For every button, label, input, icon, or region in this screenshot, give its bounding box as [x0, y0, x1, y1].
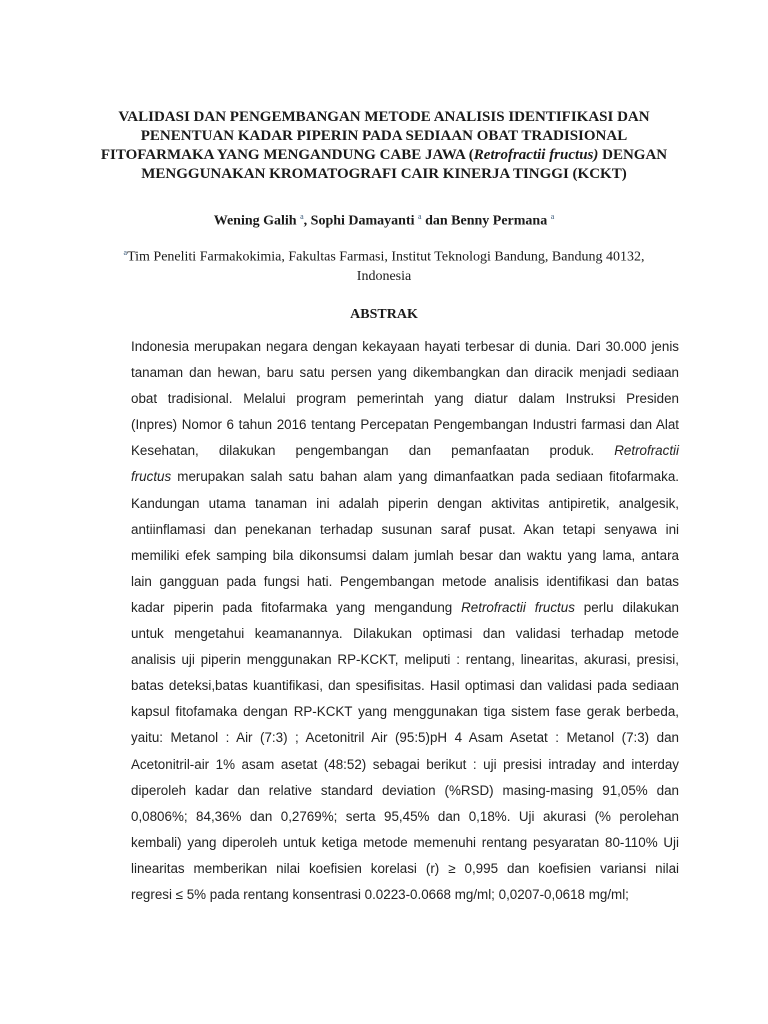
abstract-line: linearitas memberikan nilai koefisien korelasi (r) ≥ 0,995 dan koefisien variansi nilai	[131, 860, 679, 876]
abstract-line: analisis uji piperin menggunakan RP-KCKT, meliputi : rentang, linearitas, akurasi, presisi,	[131, 652, 679, 668]
affiliation-marker: a	[123, 248, 128, 257]
species-name: Retrofractii fructus	[461, 599, 575, 615]
author-name: Wening Galih	[213, 213, 301, 229]
abstract-line: regresi ≤ 5% pada rentang konsentrasi 0.0223-0.0668 mg/ml; 0,0207-0,0618 mg/ml;	[131, 886, 629, 902]
title-line: FITOFARMAKA YANG MENGANDUNG CABE JAWA (Retrofractii fructus) DENGAN	[100, 147, 668, 163]
abstract-line: (Inpres) Nomor 6 tahun 2016 tentang Percepatan Pengembangan Industri farmasi dan Alat	[131, 417, 679, 433]
abstract-body	[131, 338, 679, 912]
abstract-line: diperoleh kadar dan relative standard deviation (%RSD) masing-masing 91,05% dan	[131, 782, 679, 798]
author-affiliation-marker: a	[550, 212, 555, 221]
abstract-line: memiliki efek samping bila dikonsumsi dalam jumlah besar dan waktu yang lama, antara	[131, 547, 679, 563]
abstract-line: Kesehatan, dilakukan pengembangan dan pemanfaatan produk. Retrofractii	[131, 443, 679, 459]
abstract-line: kembali) yang diperoleh untuk ketiga metode memenuhi rentang pesyaratan 80-110% Uji	[131, 834, 679, 850]
abstract-line: batas deteksi,batas kuantifikasi, dan spesifisitas. Hasil optimasi dan validasi pada sediaan	[131, 678, 679, 694]
affiliation	[90, 243, 678, 286]
paper-title	[80, 108, 688, 184]
abstract-line: antiinflamasi dan penekanan terhadap susunan saraf pusat. Akan tetapi senyawa ini	[131, 521, 679, 537]
title-line: VALIDASI DAN PENGEMBANGAN METODE ANALISIS IDENTIFIKASI DAN	[118, 109, 650, 125]
affiliation-line-1: Tim Peneliti Farmakokimia, Fakultas Farmasi, Institut Teknologi Bandung, Bandung 40132,	[127, 249, 645, 265]
abstract-line: lain gangguan pada fungsi hati. Pengembangan metode analisis identifikasi dan batas	[131, 573, 679, 589]
abstract-heading: ABSTRAK	[350, 307, 418, 322]
abstract-line: Kandungan utama tanaman ini adalah piperin dengan aktivitas antipiretik, analgesik,	[131, 495, 679, 511]
author-affiliation-marker: a	[300, 212, 304, 221]
abstract-line: untuk mengetahui keamanannya. Dilakukan optimasi dan validasi terhadap metode	[131, 626, 679, 642]
title-line: MENGGUNAKAN KROMATOGRAFI CAIR KINERJA TINGGI (KCKT)	[141, 166, 627, 182]
abstract-line: kapsul fitofamaka dengan RP-KCKT yang menggunakan tiga sistem fase gerak berbeda,	[131, 704, 679, 720]
abstract-line: kadar piperin pada fitofarmaka yang mengandung Retrofractii fructus perlu dilakukan	[131, 599, 679, 615]
title-line: PENENTUAN KADAR PIPERIN PADA SEDIAAN OBAT TRADISIONAL	[140, 128, 628, 144]
author-affiliation-marker: a	[418, 212, 422, 221]
abstract-line: Acetonitril-air 1% asam asetat (48:52) sebagai berikut : uji presisi intraday and interday	[131, 756, 679, 772]
abstract-line: yaitu: Metanol : Air (7:3) ; Acetonitril Air (95:5)pH 4 Asam Asetat : Metanol (7:3) dan	[131, 730, 679, 746]
abstract-line: fructus merupakan salah satu bahan alam yang dimanfaatkan pada sediaan fitofarmaka.	[131, 469, 679, 485]
abstract-line: tanaman dan hewan, baru satu persen yang dikembangkan dan diracik menjadi sediaan	[131, 365, 679, 381]
species-name: fructus	[131, 469, 172, 485]
species-name: Retrofractii	[614, 443, 679, 459]
author-name: dan Benny Permana	[421, 213, 551, 229]
abstract-line: Indonesia merupakan negara dengan kekayaan hayati terbesar di dunia. Dari 30.000 jenis	[131, 339, 679, 354]
author-list	[0, 212, 768, 230]
abstract-line: 0,0806%; 84,36% dan 0,2769%; serta 95,45% dan 0,18%. Uji akurasi (% perolehan	[131, 808, 679, 824]
title-italic-species: Retrofractii fructus)	[473, 147, 599, 163]
author-name: , Sophi Damayanti	[303, 213, 419, 229]
abstract-line: obat tradisional. Melalui program pemerintah yang diatur dalam Instruksi Presiden	[131, 391, 679, 407]
affiliation-line-2: Indonesia	[356, 268, 412, 284]
